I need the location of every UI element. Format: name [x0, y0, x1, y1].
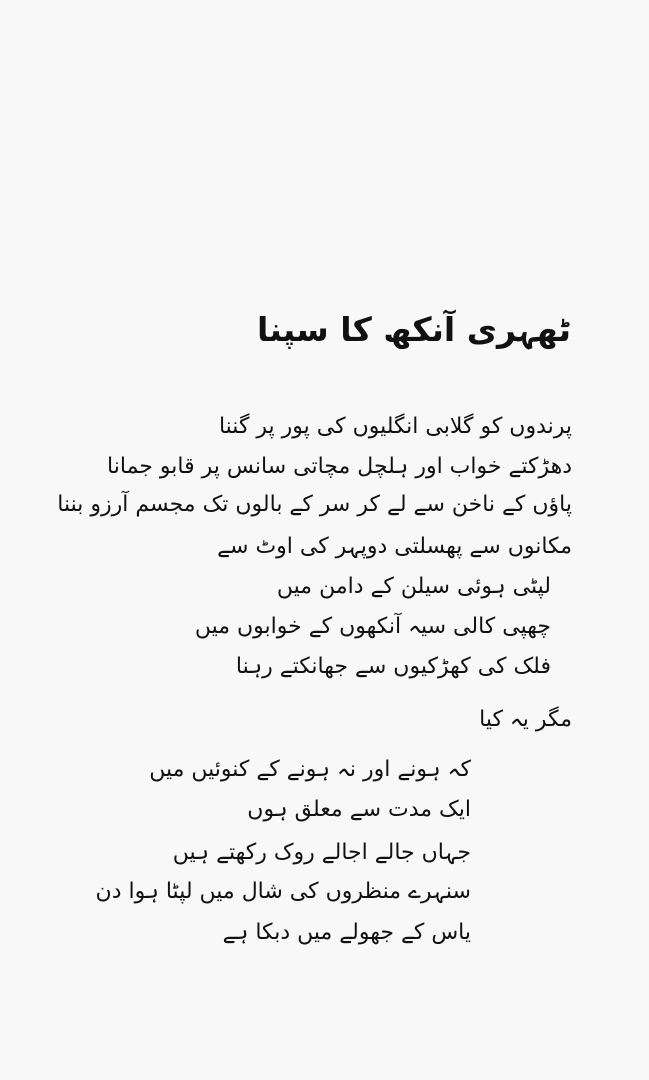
poem-line: پاؤں کے ناخن سے لے کر سر کے بالوں تک مجسم آرزو بننا	[57, 492, 572, 517]
poem-line: دھڑکتے خواب اور ہلچل مچاتی سانس پر قابو جمانا	[107, 454, 572, 479]
poem-title: ٹھہری آنکھ کا سپنا	[256, 310, 571, 349]
poem-line: ایک مدت سے معلق ہوں	[247, 797, 471, 822]
poem-line: پرندوں کو گلابی انگلیوں کی پور پر گننا	[218, 414, 572, 439]
poem-line: جہاں جالے اجالے روک رکھتے ہیں	[172, 840, 471, 865]
poem-line: کہ ہونے اور نہ ہونے کے کنوئیں میں	[149, 757, 471, 782]
poem-line: چھپی کالی سیہ آنکھوں کے خوابوں میں	[194, 614, 551, 639]
poem-line: یاس کے جھولے میں دبکا ہے	[222, 920, 471, 945]
poem-line: فلک کی کھڑکیوں سے جھانکتے رہنا	[235, 654, 551, 679]
stanza-heading: مگر یہ کیا	[479, 707, 572, 732]
poem-line: لپٹی ہوئی سیلن کے دامن میں	[276, 574, 551, 599]
poem-line: سنہرے منظروں کی شال میں لپٹا ہوا دن	[95, 879, 471, 904]
poem-line: مکانوں سے پھسلتی دوپہر کی اوٹ سے	[217, 534, 572, 559]
